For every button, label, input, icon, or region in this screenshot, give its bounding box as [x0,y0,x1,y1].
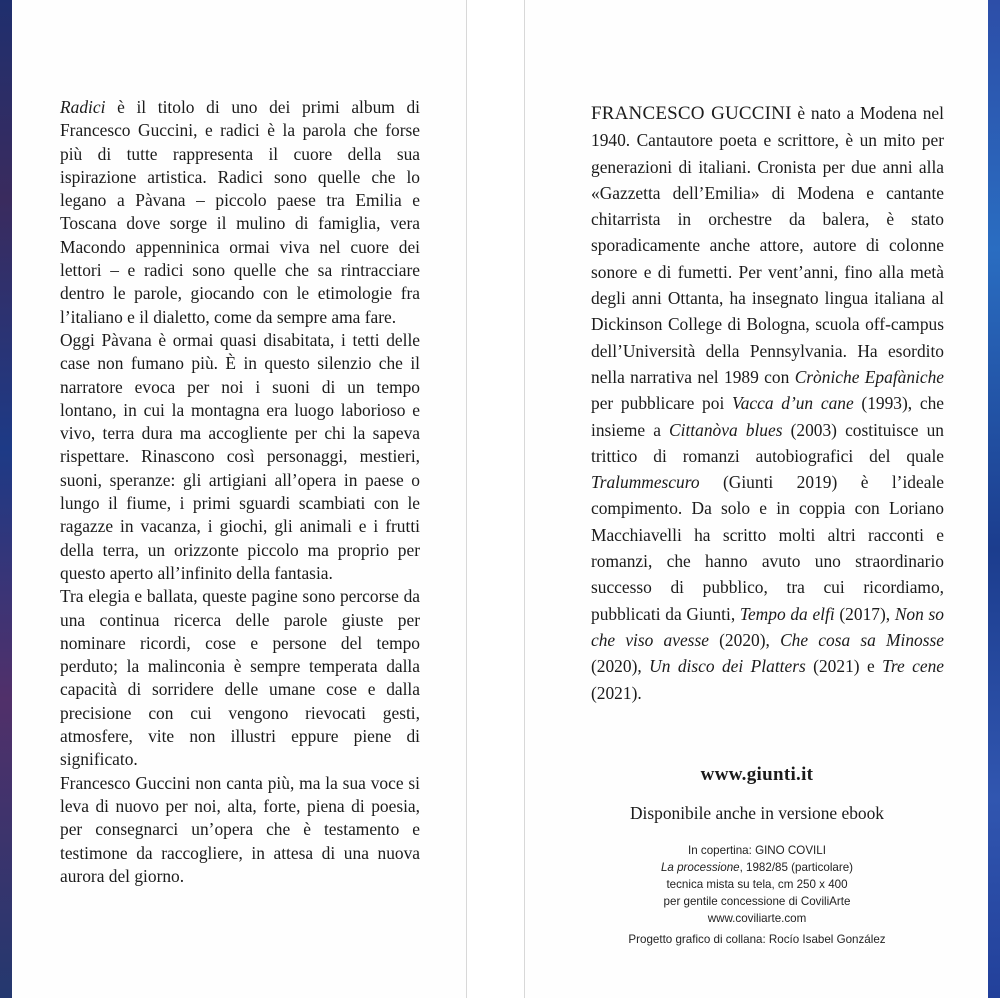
italic-title: Che cosa sa Minosse [780,629,944,650]
text-run: (1993), che insieme a [591,393,944,440]
cover-credit-site[interactable]: www.coviliarte.com [707,912,807,925]
cover-credit-technique: tecnica mista su tela, cm 250 x 400 [666,878,848,891]
ebook-availability-note: Disponibile anche in versione ebook [629,803,885,823]
text-run: (Giunti 2019) è l’ideale compimento. Da solo e in coppia con Loriano Macchiavelli ha scritto molti altri racconti e romanzi, che hanno avuto uno straordinario successo di pubblico, tra cui ricordiamo, pubblicati da Giunti, [591,472,944,624]
page-gutter [467,0,524,998]
publisher-website[interactable]: www.giunti.it [700,764,814,785]
author-flap-panel [524,0,988,998]
synopsis-paragraph [60,96,420,329]
cover-artwork-edge-left [0,0,12,998]
text-run: (2020), [591,656,650,677]
text-run: (2020), [708,629,781,650]
italic-title: Vacca d’un cane [732,393,854,414]
synopsis-text [60,96,420,888]
artwork-dates: , 1982/85 (particolare) [739,861,854,874]
author-bio [591,100,944,706]
text-run: Tra elegia e ballata, queste pagine sono percorse da una continua ricerca delle parole giuste per nominare ricordi, cose e persone del tempo perduto; la malinconia è sempre temperata dalla capacità di sorridere delle umane cose e dalla precisione con cui vengono rievocati gesti, atmosfere, vite non illustri eppure piene di significato. [60,586,420,770]
text-run: è nato a Modena nel 1940. Cantautore poeta e scrittore, è un mito per generazioni di italiani. Cronista per due anni alla «Gazzetta dell’Emilia» di Modena e cantante chitarrista in orchestre da balera, è stato sporadicamente anche attore, autore di colonne sonore e di fumetti. Per vent’anni, fino alla metà degli anni Ottanta, ha insegnato lingua italiana al Dickinson College di Bologna, scuola off-campus dell’Università della Pennsylvania. Ha esordito nella narrativa nel 1989 con [591,103,944,387]
italic-title: Cittanòva blues [669,419,783,440]
synopsis-paragraph [60,329,420,585]
text-run: Oggi Pàvana è ormai quasi disabitata, i tetti delle case non fumano più. È in questo silenzio che il narratore evoca per noi i suoni di un tempo lontano, in cui la montagna era luogo laborioso e vivo, terra dura ma accogliente per chi la sapeva rispettare. Rinascono così personaggi, mestieri, suoni, speranze: gli artigiani all’opera in paese o lungo il fiume, i primi sguardi scambiati con le ragazze in vacanza, i giochi, gli animali e i frutti della terra, un orizzonte piccolo ma proprio per questo aperto all’infinito della fantasia. [60,329,420,583]
artwork-title: La processione [660,861,740,874]
text-run: (2021). [591,682,642,703]
design-credit: Progetto grafico di collana: Rocío Isabel González [628,933,886,946]
author-bio-paragraph [591,100,944,706]
cover-credits [525,842,989,927]
italic-title: Tralummescuro [591,472,700,493]
cover-artwork-edge-right [988,0,1000,998]
synopsis-paragraph [60,585,420,771]
back-cover-panel [12,0,467,998]
text-run: è il titolo di uno dei primi album di Francesco Guccini, e radici è la parola che forse più di tutte rappresenta il cuore della sua ispirazione artistica. Radici sono quelle che lo legano a Pàvana – piccolo paese tra Emilia e Toscana dove sorge il mulino di famiglia, vera Macondo appenninica ormai viva nel cuore dei lettori – e radici sono quelle che sa rintracciare dentro le parole, giocando con le etimologie fra l’italiano e il dialetto, come da sempre ama fare. [60,97,420,327]
text-run: (2017), [834,603,895,624]
cover-credit-artwork [525,859,989,876]
text-run: per pubblicare poi [591,393,732,414]
italic-title: Tre cene [882,656,944,677]
cover-credit-artist: In copertina: GINO COVILI [688,844,826,857]
italic-title: Radici [60,97,106,117]
text-run: (2003) costituisce un trittico di romanzi autobiografici del quale [591,419,944,466]
italic-title: Cròniche Epafàniche [794,366,944,387]
cover-credit-courtesy: per gentile concessione di CoviliArte [663,895,851,908]
text-run: Francesco Guccini non canta più, ma la sua voce si leva di nuovo per noi, alta, forte, piena di poesia, per consegnarci un’opera che è testamento e testimone da raccogliere, in attesa di una nuova aurora del giorno. [60,772,420,886]
text-run: (2021) e [805,656,883,677]
italic-title: Tempo da elfi [739,603,835,624]
italic-title: Non so che viso avesse [591,603,944,650]
author-name: FRANCESCO GUCCINI [591,103,792,124]
synopsis-paragraph [60,772,420,888]
italic-title: Un disco dei Platters [649,656,806,677]
